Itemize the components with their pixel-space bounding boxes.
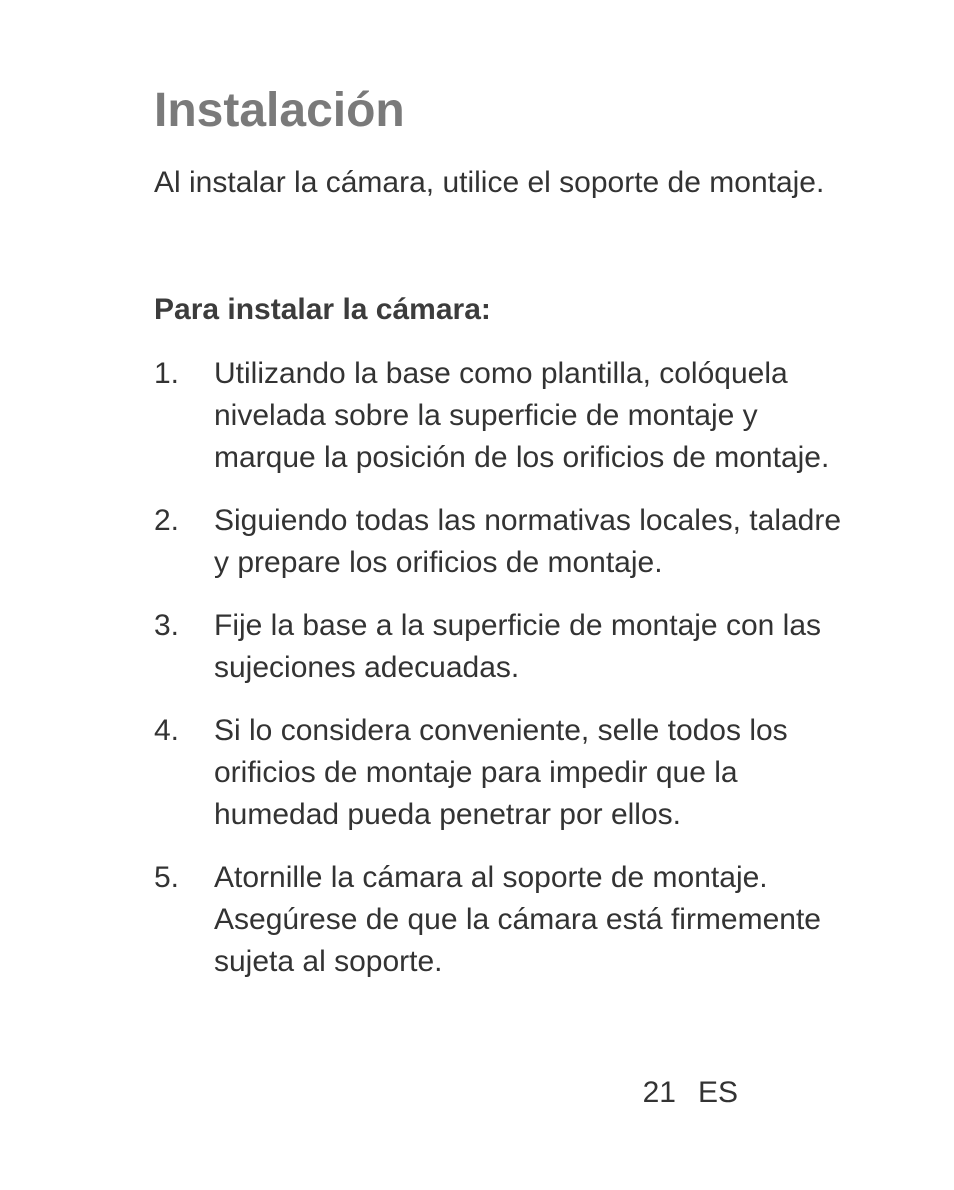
list-item-step-4 — [154, 710, 854, 836]
procedure-heading: Para instalar la cámara: — [154, 293, 491, 326]
step-text: Si lo considera conveniente, selle todos los orificios de montaje para impedir que la humedad pueda penetrar por ellos. — [214, 714, 788, 831]
step-number: 1. — [154, 357, 180, 390]
step-text: Fije la base a la superficie de montaje con las sujeciones adecuadas. — [214, 609, 822, 684]
document-page — [154, 0, 854, 1190]
intro-paragraph: Al instalar la cámara, utilice el soporte de montaje. — [154, 166, 825, 199]
installation-steps-list — [154, 353, 854, 1004]
step-text: Atornille la cámara al soporte de montaje. Asegúrese de que la cámara está firmemente sujeta al soporte. — [214, 861, 821, 978]
page-title: Instalación — [154, 84, 405, 137]
step-number: 3. — [154, 609, 180, 642]
step-text: Utilizando la base como plantilla, colóquela nivelada sobre la superficie de montaje y marque la posición de los orificios de montaje. — [214, 357, 830, 474]
page-number: 21 — [642, 1076, 676, 1109]
list-item-step-3 — [154, 605, 854, 689]
page-footer — [643, 1072, 738, 1114]
language-code: ES — [697, 1076, 738, 1109]
list-item-step-1 — [154, 353, 854, 479]
step-number: 4. — [154, 714, 180, 747]
list-item-step-5 — [154, 857, 854, 983]
step-number: 2. — [154, 504, 180, 537]
step-text: Siguiendo todas las normativas locales, taladre y prepare los orificios de montaje. — [214, 504, 842, 579]
step-number: 5. — [154, 861, 180, 894]
list-item-step-2 — [154, 500, 854, 584]
